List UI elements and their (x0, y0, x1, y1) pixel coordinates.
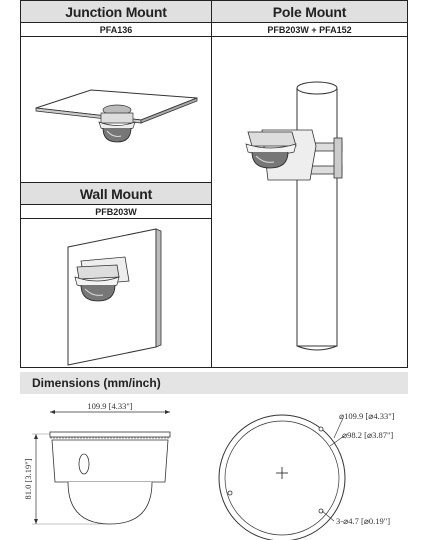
wall-mount-title: Wall Mount (21, 182, 211, 205)
height-dimension: 81.0 [3.19"] (23, 458, 33, 500)
inner-diameter: ⌀98.2 [⌀3.87"] (342, 430, 394, 440)
hole-size: 3-⌀4.7 [⌀0.19"] (336, 516, 391, 526)
pole-mount-title: Pole Mount (212, 1, 407, 23)
dimensions-title: Dimensions (mm/inch) (20, 372, 408, 394)
side-view-drawing (20, 398, 180, 540)
wall-mount-illustration (21, 219, 211, 368)
junction-mount-title: Junction Mount (21, 1, 211, 23)
pole-mount-model: PFB203W + PFA152 (212, 23, 407, 37)
junction-mount-model: PFA136 (21, 23, 211, 37)
outer-diameter: ⌀109.9 [⌀4.33"] (339, 411, 395, 421)
junction-mount-illustration (21, 38, 211, 182)
pole-mount-illustration (212, 38, 407, 368)
top-view-drawing (210, 398, 429, 540)
wall-mount-model: PFB203W (21, 205, 211, 219)
width-dimension: 109.9 [4.33"] (87, 401, 133, 411)
